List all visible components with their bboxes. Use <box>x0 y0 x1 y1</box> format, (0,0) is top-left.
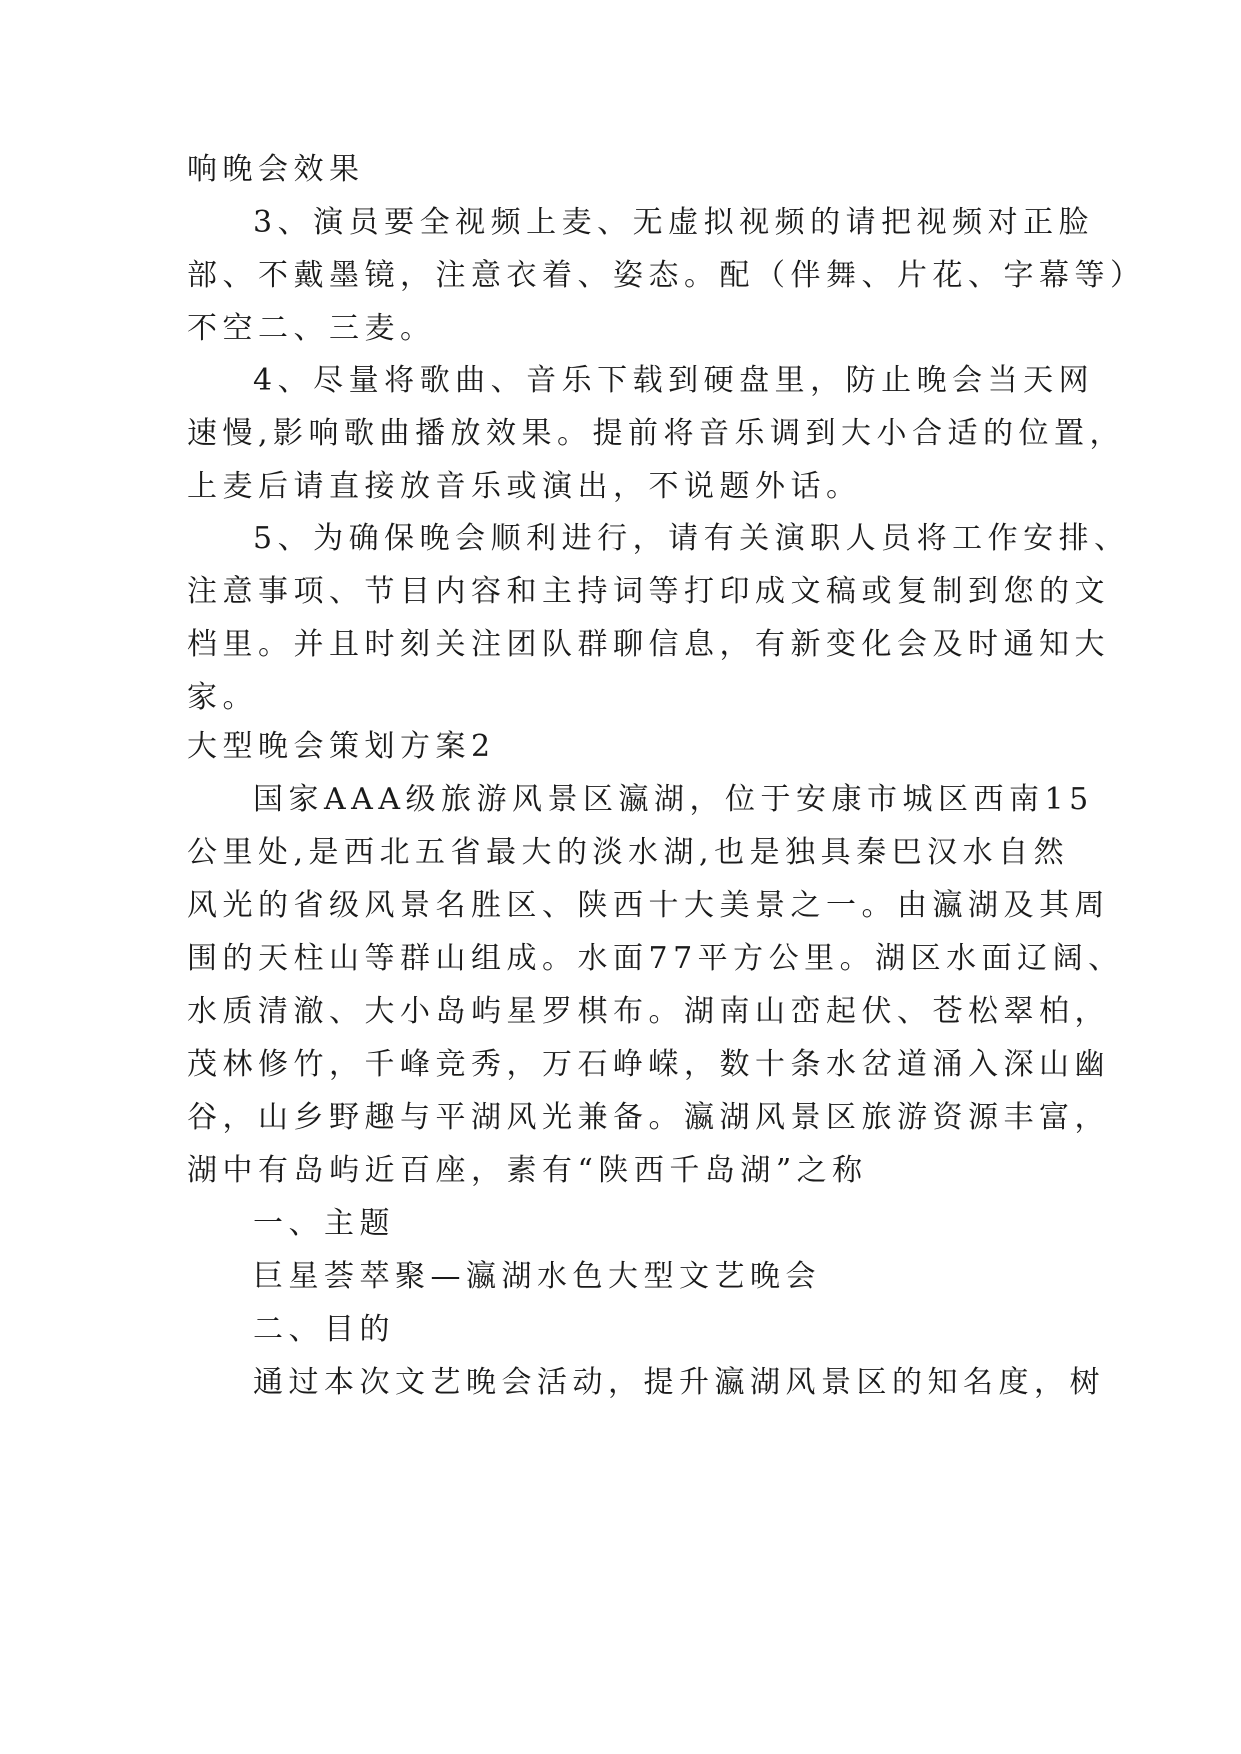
paragraph-line: 上麦后请直接放音乐或演出，不说题外话。 <box>187 469 862 504</box>
paragraph-line: 档里。并且时刻关注团队群聊信息，有新变化会及时通知大 <box>187 627 1110 662</box>
paragraph-line: 3、演员要全视频上麦、无虚拟视频的请把视频对正脸 <box>253 205 1095 240</box>
paragraph-line: 茂林修竹，千峰竞秀，万石峥嵘，数十条水岔道涌入深山幽 <box>187 1047 1110 1082</box>
paragraph-line: 速慢,影响歌曲播放效果。提前将音乐调到大小合适的位置， <box>187 416 1126 451</box>
paragraph-line: 响晚会效果 <box>187 152 365 187</box>
paragraph-line: 水质清澈、大小岛屿星罗棋布。湖南山峦起伏、苍松翠柏， <box>187 994 1110 1029</box>
paragraph-line: 通过本次文艺晚会活动，提升瀛湖风景区的知名度，树 <box>253 1365 1105 1400</box>
paragraph-line: 国家AAA级旅游风景区瀛湖，位于安康市城区西南15 <box>253 782 1094 817</box>
paragraph-line: 5、为确保晚会顺利进行，请有关演职人员将工作安排、 <box>253 521 1130 556</box>
paragraph-line: 不空二、三麦。 <box>187 311 436 346</box>
paragraph-line: 家。 <box>187 680 258 715</box>
paragraph-line: 风光的省级风景名胜区、陕西十大美景之一。由瀛湖及其周 <box>187 888 1110 923</box>
paragraph-line: 围的天柱山等群山组成。水面77平方公里。湖区水面辽阔、 <box>187 941 1124 976</box>
paragraph-line: 4、尽量将歌曲、音乐下载到硬盘里，防止晚会当天网 <box>253 363 1095 398</box>
paragraph-line: 谷，山乡野趣与平湖风光兼备。瀛湖风景区旅游资源丰富， <box>187 1100 1110 1135</box>
section-title: 大型晚会策划方案2 <box>187 729 496 764</box>
paragraph-line: 湖中有岛屿近百座，素有“陕西千岛湖”之称 <box>187 1153 868 1188</box>
heading-purpose: 二、目的 <box>253 1312 395 1347</box>
paragraph-line: 注意事项、节目内容和主持词等打印成文稿或复制到您的文 <box>187 574 1110 609</box>
heading-theme: 一、主题 <box>253 1206 395 1241</box>
paragraph-line: 部、不戴墨镜，注意衣着、姿态。配（伴舞、片花、字幕等） <box>187 258 1146 293</box>
theme-text: 巨星荟萃聚—瀛湖水色大型文艺晚会 <box>253 1259 821 1294</box>
paragraph-line: 公里处,是西北五省最大的淡水湖,也是独具秦巴汉水自然 <box>187 835 1070 870</box>
